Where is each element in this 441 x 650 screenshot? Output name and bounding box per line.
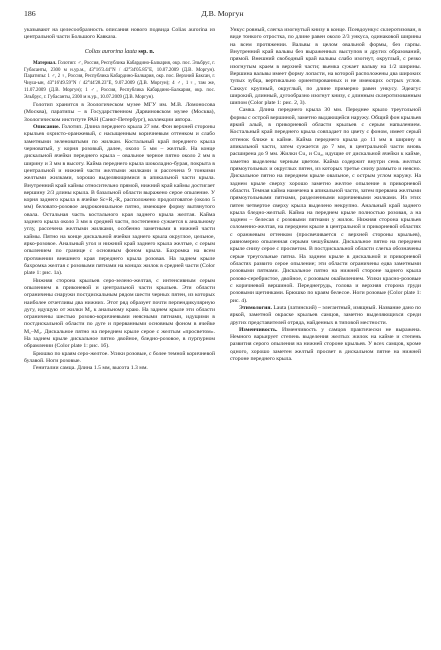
female-paragraph: Самка. Длина переднего крыла 30 мм. Переднее крыло треугольной формы с острой вершиной, заметно выдающейся наружу. Общий фон крыльев яркий алый, в прикорневой области крыльев с серым напылением. Костальный край переднего крыла совпадает по цвету с фоном, имеет серый оттенок ближе к кайме. Кайма переднего крыла до 11 мм в ширину в апикальной части, затем сужается до 7 мм, в центральной части вновь расширена до 9 мм. Жилки Cu₁ и Cu₂, идущие от дискальной ячейки к кайме, заметно выделены черным цветом. Кайма содержит внутри семь желтых прямоугольных и округлых пятен, из которых третье снизу размыто и неясно. Дискальное пятно на переднем крыле овальное, с острым углом наружу. На заднем крыле сверху хорошо заметно желтое опыление в прикорневой области. Темная кайма намечена в апикальной части, затем прервана желтыми прямоугольными пятнами, разделенными коричневыми жилками. Из этих пятен четвертое сверху крыла выделено некрупно. Анальный край заднего крыла бледно-желтый. Кайма на переднем крыле полностью розовая, а на заднем – белесая с розовыми пятнами у жилок. Нижняя сторона крыльев соломенно-желтая, на переднем крыле в центральной и прикорневой областях с оранжевым оттенком (просвечивается с верхней стороны крыльев), равномерно опыленная серыми чешуйками. Дискальное пятно на переднем крыле снизу серое с просветом. В постдискальной области слегка обозначены серые треугольные пятна. На заднем крыле в дискальной и прикорневой областях развито серое опыление; эти области ограничены едва заметными розовыми пятнами. Дискальное пятно на нижней стороне заднего крыла розово-серебристое, двойное, с розовым окаймлением. Усики красно-розовые с коричневой вершиной. Переднегрудь, голова и верхняя сторона груди розовыми щетинками. Брюшко по краям белесое. Ноги розовые (Color plate 1: рис. 4).: [230, 107, 421, 304]
underside-paragraph: Нижняя сторона крыльев серо-зелено-желтая, с интенсивным серым опылением в приконевой и центральной части крыльев. Эти области ограничены снаружи постдискальным рядом шести черных пятен, из которых наиболее отчетливы два нижних. Этот ряд образует почти перпендикулярную дугу, идущую от жилки M₂ к анальному краю. На заднем крыле эти области ограничены шестью розово-коричневыми неясными пятнами, идущими в постдискальной области по дуге и прерванными основным фоном в ячейке M₁–M₂. Дискальное пятно на переднем крыле серое с желтым «просветом». На заднем крыле дискальное пятно двойное, бледно-розовое, в пурпурном обрамлении (Color plate 1: рис. 1б).: [24, 277, 215, 350]
running-header: [24, 8, 421, 20]
description-paragraph: [24, 124, 215, 278]
left-column: [24, 27, 215, 640]
species-rank: ssp. n.: [138, 48, 155, 55]
etymology-paragraph: [230, 305, 421, 327]
genitalia-paragraph: Гениталии самца. Длина 1.5 мм, высота 1.3 мм.: [33, 365, 148, 372]
intro-paragraph: указывают на целесообразность описания нового подвида Colias aurorina из центральной части Большого Кавказа.: [24, 27, 215, 41]
page-number: 186: [24, 9, 36, 18]
description-lead: Описание.: [33, 124, 60, 130]
material-lead: Материал.: [33, 60, 57, 66]
species-heading: [24, 48, 215, 56]
etymology-lead: Этимология.: [239, 304, 272, 311]
species-name: Colias aurorina lauta: [84, 48, 137, 55]
material-paragraph: [24, 61, 215, 102]
etymology-text: Lauta (латинский) – элегантный, изящный. Название дано по яркой, заметной окраске крыльев самцов, заметно выделяющихся среди других представителей отряда, найденных в типовой местности.: [230, 304, 421, 326]
running-author: Д.В. Моргун: [201, 9, 244, 18]
variability-paragraph: [230, 327, 421, 364]
right-column: [230, 27, 421, 640]
material-text: Голотип: ♂, Россия, Республика Кабардино-Балкария, окр. пос. Эльбрус, г. Губасанты, 2300 м н.ур.м., 43°16'3.44"N / 42°34'05.85"E, 10.07.2009 (Д.В. Моргун). Паратипы: 1 ♂, 2 ♀, Россия, Республика Кабардино-Балкария, окр. пос. Верхний Баксан, г. Чиуш-ын, 43°16'49.59"N / 42°44'28.23"E, 9.07.2009 (Д.В. Моргун); 4 ♂, 1♀, там же, 11.07.2009 (Д.В. Моргун); 1 ♂, Россия, Республика Кабардино-Балкария, окр. пос. Эльбрус, г. Губасанты, 2300 м н.ур., 10.07.2009 (Д.В. Моргун).: [24, 60, 215, 101]
genitalia-continued-paragraph: Ункус ровный, слегка изогнутый книзу в конце. Псевдоункус склеротизован, в виде тонкого отростка, по длине равен около 2/3 ункуса, одинаковой ширины на всем протяжении. Вальвы в целом овальной формы, без гарпы. Внутренний край вальвы без выраженных выступов и других образований, прямой. Внешний свободный край вальвы слабо изогнут, округлый, с резко изогнутым краем в верхней части; вьемка сужает вальву на 1/2 ширины. Вершина вальвы имеет форму лопасти, на которой расположены два широких тупых зубца, вертикально ориентированных и не имеющих острых углов. Саккус крупный, округлый, по длине примерно равен ункусу. Эдеагус широкий, длинный, дугообразно изогнут книзу, с длинным склеротизованным шипом (Color plate 1: рис. 2, 3).: [230, 27, 421, 107]
description-text: Голотип. Длина переднего крыла 27 мм. Фон верхней стороны крыльев охристо-оранжевый, с насыщенным коричневым оттенком и слабо заметными зеленоватыми по жилкам. Костальный край переднего крыла черноватый, у корня розовый, далее, около 5 мм – желтый. На конце дискальной ячейки переднего крыла – овальное черное пятно около 2 мм в ширину и 3 мм в высоту. Кайма переднего крыла шоколадно-бурая, покрыта в центральной и нижней части желтыми жилками и рассечена 9 тонкими желтыми жилками, хорошо выделяющимися в апикальной части крыла. Внутренний край каймы относительно прямой, нижний край каймы достигает вершину 2/3 длины крыла. В базальной области выражено серое опыление. У корня заднего крыла в ячейке Sc+R₁-R₂ расположено продолговатое (около 5 мм) беловато-розовое андрокониальное пятно, имеющее форму вытянутого овала. Остальная часть костального края заднего крыла желтая. Кайма заднего крыла около 3 мм в средней части, постепенно сужается к анальному углу, рассечена желтыми жилками, особенно заметными в нижней части каймы. Пятно на конце дискальной ячейки заднего крыла округлое, цельное, ярко-розовое. Анальный угол и нижний край заднего крыла желтые, с серым опылением по границе с основным фоном крыла. Бахромка на всем протяжении внешнего края переднего крыла розовая. На заднем крыле бахромка желтая с розовыми пятнами на концах жилок в средней части (Color plate 1: рис. 1а).: [24, 124, 215, 277]
holotype-storage-paragraph: Голотип хранится в Зоологическом музее МГУ им. М.В. Ломоносова (Москва), паратипы – в Государственном Дарвиновском музее (Москва), Зоологическом институте РАН (Санкт-Петербург), коллекции автора.: [24, 102, 215, 123]
abdomen-paragraph: Брюшко по краям серо-желтое. Усики розовые, с более темной коричневой булавой. Ноги розовые.: [24, 350, 215, 364]
variability-lead: Изменчивость.: [239, 326, 278, 333]
variability-text: Изменчивость у самцов практически не выражена. Немного варьирует степень выделения желтых жилок на кайме и степень развития серого опыления на нижней стороне крыльев. У всех самцов, кроме одного, хорошо заметен желтый просвет в дискальном пятне на нижней стороне переднего крыла.: [230, 326, 421, 363]
